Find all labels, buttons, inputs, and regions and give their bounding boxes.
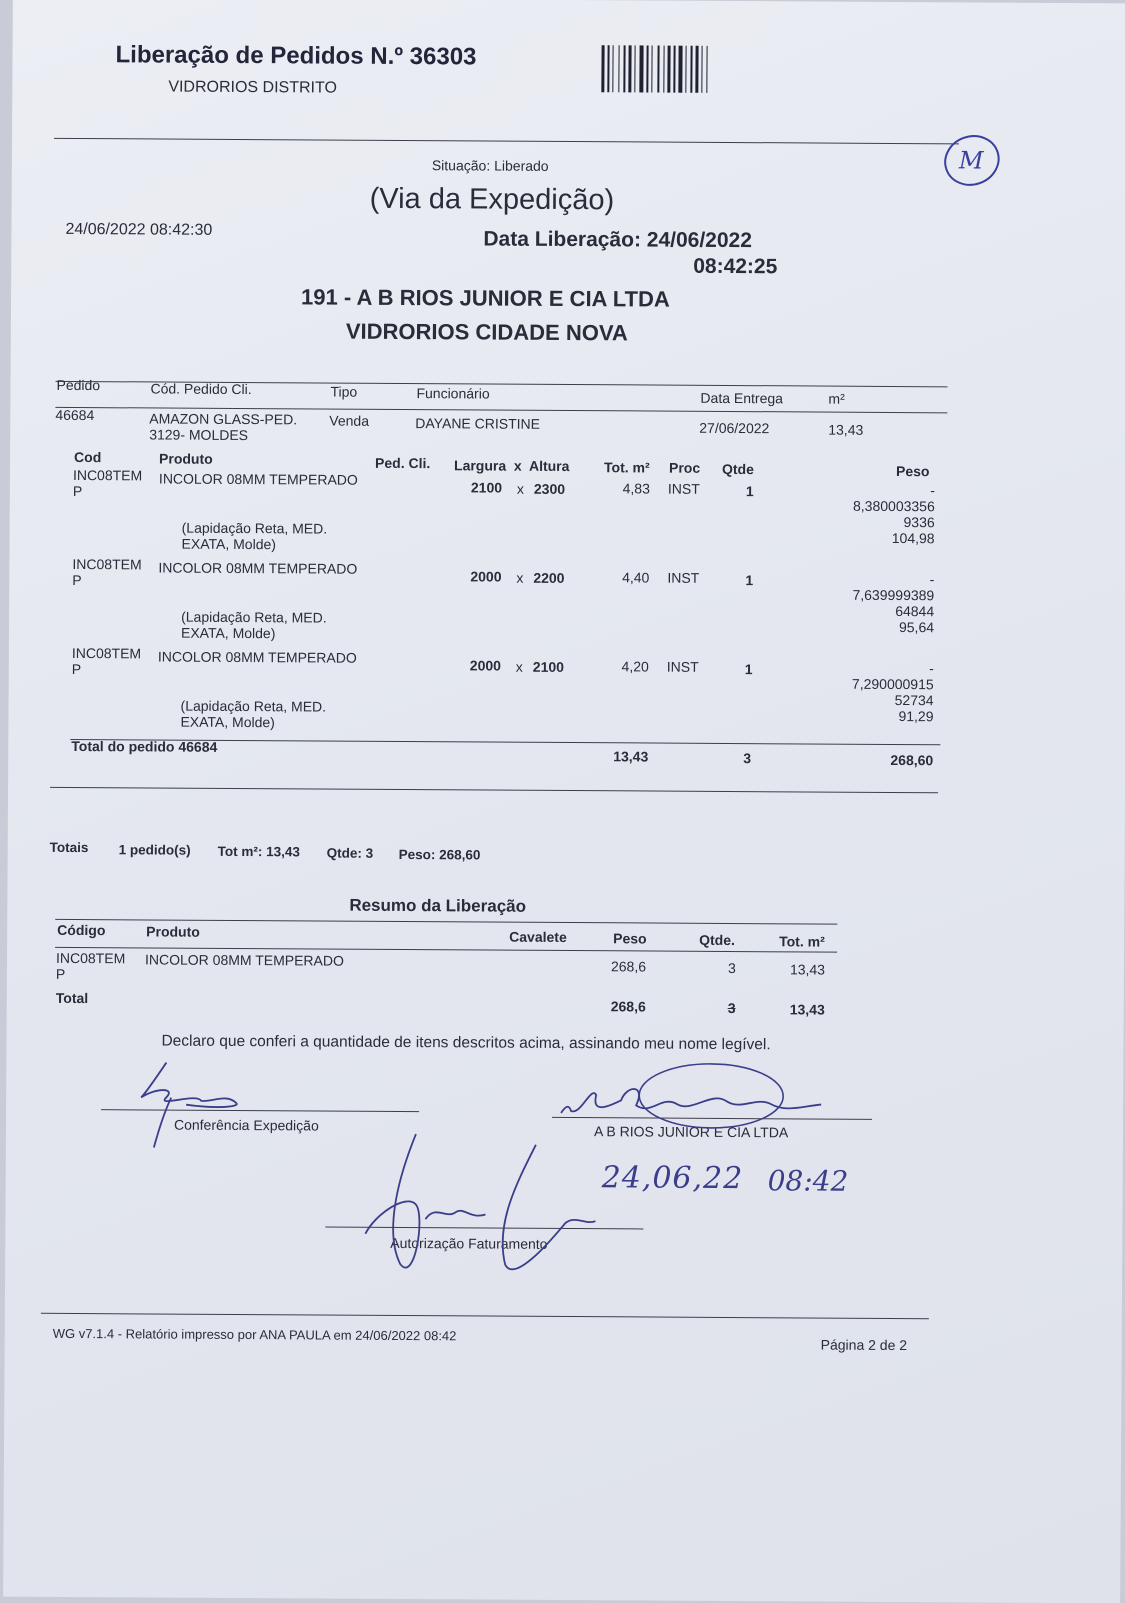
summary-col-qtde: Qtde.: [699, 931, 735, 949]
item-height: 2100: [532, 658, 565, 675]
item-tot-m2: 4,83: [622, 480, 650, 497]
signature-label-empresa: A B RIOS JUNIOR E CIA LTDA: [593, 1123, 789, 1141]
item-x-separator: x: [516, 480, 524, 497]
item-product: INCOLOR 08MM TEMPERADO: [158, 470, 358, 488]
print-datetime: 24/06/2022 08:42:30: [65, 220, 213, 239]
summary-total-label: Total: [55, 989, 89, 1007]
handwritten-signature-autorizacao: [345, 1124, 606, 1291]
summary-col-cavalete: Cavalete: [509, 928, 567, 946]
col-header-proc: Proc: [668, 459, 701, 476]
barcode-bar: [690, 46, 692, 93]
item-observation: (Lapidação Reta, MED. EXATA, Molde): [180, 697, 327, 731]
summary-col-produto: Produto: [146, 923, 200, 940]
via-label: (Via da Expedição): [369, 182, 615, 217]
barcode-bar: [639, 45, 643, 92]
barcode-bar: [657, 46, 659, 93]
item-code: INC08TEM P: [72, 466, 143, 500]
barcode-bar: [601, 45, 604, 92]
signature-label-conferencia: Conferência Expedição: [173, 1116, 319, 1134]
summary-col-tot-m2: Tot. m²: [779, 933, 825, 950]
totals-qtde: Qtde: 3: [326, 845, 374, 861]
barcode-bar: [678, 46, 682, 93]
item-peso: - 7,290000915 52734 91,29: [851, 660, 934, 725]
col-header-cod-pedido-cli: Cód. Pedido Cli.: [150, 380, 252, 398]
barcode-bar: [667, 46, 670, 93]
client-store: VIDRORIOS CIDADE NOVA: [345, 318, 628, 346]
order-type: Venda: [329, 412, 370, 429]
barcode-bar: [695, 46, 698, 93]
client-name: 191 - A B RIOS JUNIOR E CIA LTDA: [300, 284, 670, 312]
summary-row-peso: 268,6: [610, 958, 647, 975]
totals-pedidos: 1 pedido(s): [118, 842, 191, 858]
summary-total-tot-m2: 13,43: [789, 1001, 825, 1018]
item-product: INCOLOR 08MM TEMPERADO: [157, 648, 357, 666]
col-header-ped-cli: Ped. Cli.: [375, 454, 431, 472]
release-date: Data Liberação: 24/06/2022: [483, 227, 752, 253]
footer-page-number: Página 2 de 2: [820, 1336, 908, 1354]
item-qtde: 1: [745, 572, 754, 589]
barcode-bar: [612, 45, 613, 92]
col-header-peso: Peso: [895, 463, 930, 480]
item-height: 2300: [533, 480, 566, 497]
footer-left: WG v7.1.4 - Relatório impresso por ANA PAULA em 24/06/2022 08:42: [52, 1325, 457, 1344]
barcode-bar: [646, 45, 648, 92]
barcode-bar: [634, 45, 635, 92]
order-number: 46684: [55, 406, 95, 424]
item-code: INC08TEM P: [72, 555, 142, 589]
item-peso: - 7,639999389 64844 95,64: [852, 571, 935, 636]
barcode-bar: [623, 45, 625, 92]
item-x-separator: x: [515, 658, 523, 675]
summary-row-qtde: 3: [727, 959, 736, 977]
col-header-cod: Cod: [74, 448, 102, 466]
divider: [54, 138, 959, 145]
order-client-code: AMAZON GLASS-PED. 3129- MOLDES: [149, 410, 298, 444]
order-total-qtde: 3: [743, 750, 752, 767]
col-header-data-entrega: Data Entrega: [700, 389, 784, 407]
col-header-produto: Produto: [159, 450, 213, 467]
col-header-tipo: Tipo: [330, 383, 358, 400]
divider: [50, 787, 938, 793]
totals-label: Totais: [49, 839, 89, 856]
col-header-qtde: Qtde: [721, 460, 754, 478]
summary-total-peso: 268,6: [610, 998, 646, 1015]
item-width: 2000: [470, 568, 502, 585]
summary-row-codigo: INC08TEM P: [55, 949, 126, 982]
order-delivery-date: 27/06/2022: [699, 419, 770, 437]
document-subtitle: VIDRORIOS DISTRITO: [168, 78, 338, 97]
handwritten-signature-conferencia: [126, 1052, 267, 1158]
item-tot-m2: 4,20: [621, 658, 649, 675]
barcode-bar: [706, 46, 707, 93]
item-width: 2100: [470, 479, 503, 496]
item-peso: - 8,380003356 9336 104,98: [852, 482, 935, 547]
item-observation: (Lapidação Reta, MED. EXATA, Molde): [180, 608, 327, 642]
summary-col-codigo: Código: [57, 921, 106, 939]
summary-row-tot-m2: 13,43: [789, 961, 826, 978]
summary-total-qtde: 3: [727, 999, 736, 1017]
barcode-bar: [701, 46, 702, 93]
order-employee: DAYANE CRISTINE: [415, 415, 541, 432]
printed-page: [3, 0, 1125, 1603]
barcode-bar: [607, 45, 609, 92]
release-time: 08:42:25: [693, 254, 778, 279]
order-m2: 13,43: [828, 421, 864, 438]
col-header-tot-m2: Tot. m²: [603, 459, 650, 476]
barcode-bar: [618, 45, 619, 92]
item-qtde: 1: [745, 483, 754, 500]
declaration-text: Declaro que conferi a quantidade de itens descritos acima, assinando meu nome legível.: [161, 1032, 771, 1054]
order-total-m2: 13,43: [613, 748, 649, 765]
summary-title: Resumo da Liberação: [349, 895, 527, 916]
barcode-bar: [651, 46, 652, 93]
circled-mark-letter: M: [958, 146, 984, 175]
barcode-bar: [685, 46, 686, 93]
item-width: 2000: [469, 657, 502, 674]
item-proc: INST: [667, 480, 700, 497]
signature-label-autorizacao: Autorização Faturamento: [390, 1234, 548, 1252]
item-height: 2200: [533, 569, 565, 586]
totals-peso: Peso: 268,60: [398, 846, 481, 863]
document-title: Liberação de Pedidos N.º 36303: [115, 41, 477, 71]
barcode-bar: [673, 46, 675, 93]
item-observation: (Lapidação Reta, MED. EXATA, Molde): [181, 519, 328, 553]
col-header-pedido: Pedido: [56, 376, 101, 394]
item-tot-m2: 4,40: [622, 569, 650, 586]
col-header-m2: m²: [828, 390, 845, 407]
item-proc: INST: [667, 569, 700, 586]
summary-col-peso: Peso: [613, 930, 647, 947]
item-proc: INST: [666, 658, 699, 675]
totals-m2: Tot m²: 13,43: [217, 843, 300, 860]
handwritten-date: 24,06,22: [601, 1160, 744, 1197]
handwritten-time: 08:42: [767, 1164, 849, 1198]
status-label: Situação: Liberado: [431, 157, 549, 174]
handwritten-circled-mark: [942, 130, 1002, 195]
item-x-separator: x: [516, 569, 524, 586]
col-header-funcionario: Funcionário: [416, 385, 490, 402]
item-code: INC08TEM P: [71, 644, 142, 678]
order-total-peso: 268,60: [890, 751, 934, 769]
col-header-largura-altura: Largura x Altura: [453, 457, 570, 475]
barcode-bar: [628, 45, 631, 92]
item-qtde: 1: [744, 661, 753, 678]
barcode-image: [601, 45, 761, 93]
divider: [41, 1313, 929, 1319]
summary-row-produto: INCOLOR 08MM TEMPERADO: [144, 951, 344, 969]
item-product: INCOLOR 08MM TEMPERADO: [158, 559, 358, 577]
order-total-label: Total do pedido 46684: [71, 737, 218, 755]
barcode-bar: [663, 46, 664, 93]
